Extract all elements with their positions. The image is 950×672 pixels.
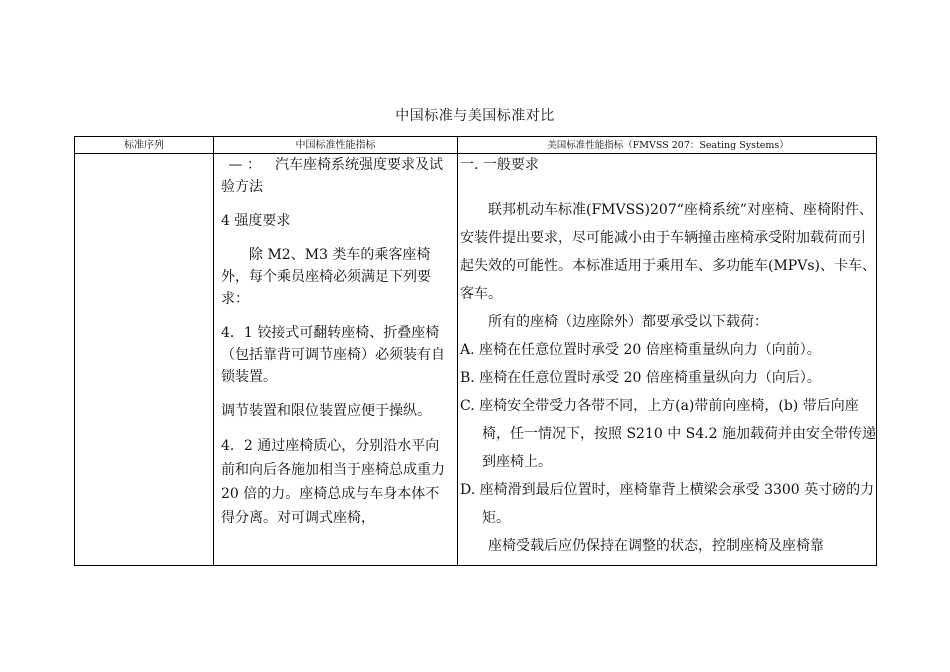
usa-standard-cell [460,154,876,560]
china-section-heading [221,154,453,198]
usa-section-heading: 一. 一般要求 [460,157,539,173]
usa-load-item: C. 座椅安全带受力各带不同，上方(a)带前向座椅，(b) 带后向座椅，任一情况下，按照 S210 中 S4.2 施加载荷并由安全带传递到座椅上。 [460,398,876,470]
china-section-marker: — ： [228,157,261,173]
column-divider [457,137,458,565]
header-china-standard: 中国标准性能指标 [295,140,376,151]
china-paragraph: 4．1 铰接式可翻转座椅、折叠座椅（包括靠背可调节座椅）必须装有自锁装置。 [221,325,445,385]
china-standard-cell [221,154,453,530]
usa-tail-paragraph: 座椅受载后应仍保持在调整的状态，控制座椅及座椅靠 [488,538,824,554]
document-title: 中国标准与美国标准对比 [395,108,555,124]
header-usa-standard: 美国标准性能指标（FMVSS 207：Seating Systems） [547,140,789,151]
header-standard-series: 标准序列 [124,140,164,151]
usa-load-item: A. 座椅在任意位置时承受 20 倍座椅重量纵向力（向前）。 [460,342,821,358]
comparison-table [74,136,877,566]
usa-load-item: B. 座椅在任意位置时承受 20 倍座椅重量纵向力（向后）。 [460,370,821,386]
china-paragraph: 4．2 通过座椅质心，分别沿水平向前和向后各施加相当于座椅总成重力 20 倍的力。座椅总成与车身本体不得分离。对可调式座椅， [221,438,445,526]
china-paragraph: 调节装置和限位装置应便于操纵。 [221,403,431,419]
usa-load-intro: 所有的座椅（边座除外）都要承受以下载荷： [488,314,768,330]
china-paragraph: 4 强度要求 [221,213,291,229]
usa-load-item: D. 座椅滑到最后位置时，座椅靠背上横梁会承受 3300 英寸磅的力矩。 [460,482,875,526]
china-paragraph: 除 M2、M3 类车的乘客座椅外，每个乘员座椅必须满足下列要求： [221,247,431,307]
usa-intro-paragraph: 联邦机动车标准(FMVSS)207“座椅系统”对座椅、座椅附件、安装件提出要求，尽可能减小由于车辆撞击座椅承受附加载荷而引起失效的可能性。本标准适用于乘用车、多功能车(MPVs)、卡车、客车。 [460,202,876,302]
china-section-title: 汽车座椅系统强度要求及试验方法 [221,157,443,195]
column-divider [213,137,214,565]
